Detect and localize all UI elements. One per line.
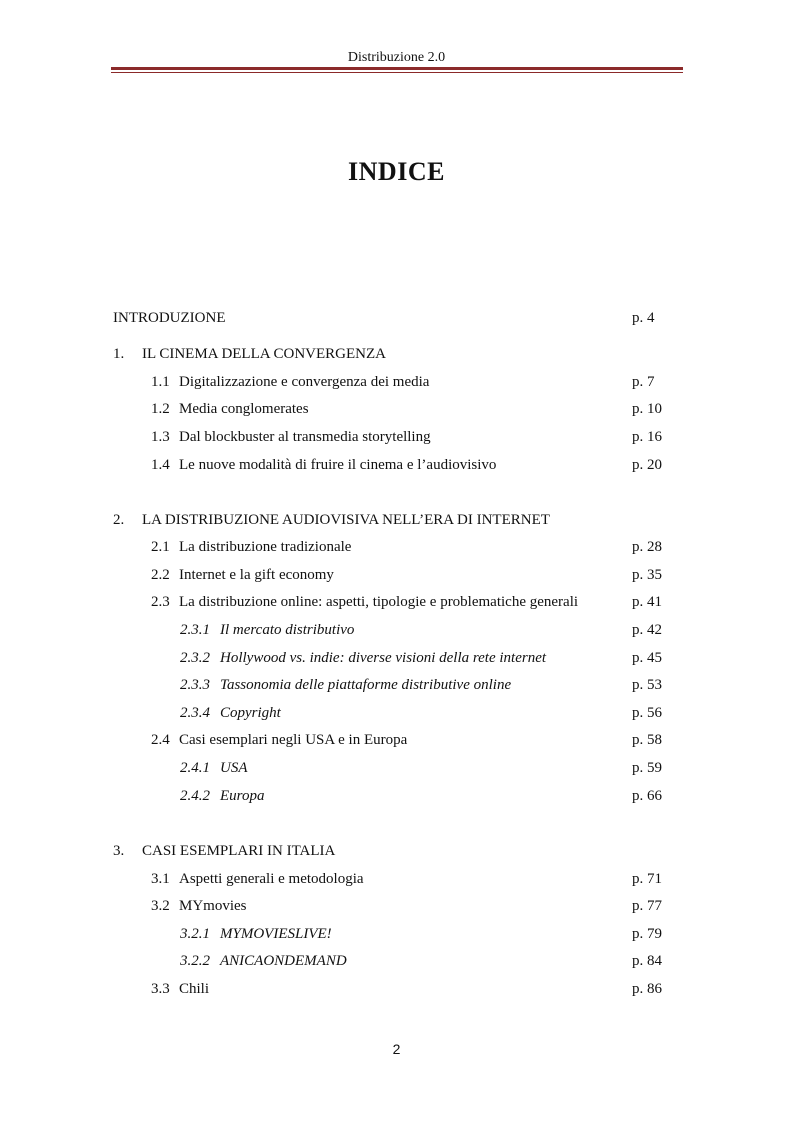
toc-entry-1-2 — [0, 398, 793, 420]
toc-entry-number: 3.2.2 — [180, 953, 210, 969]
toc-entry-page: p. 42 — [632, 622, 662, 638]
toc-entry-title: MYmovies — [179, 898, 247, 914]
toc-entry-2-4-1 — [0, 757, 793, 779]
toc-chapter-3 — [0, 840, 793, 862]
toc-entry-number: 1.2 — [151, 401, 170, 417]
toc-entry-title: Le nuove modalità di fruire il cinema e l’audiovisivo — [179, 457, 497, 473]
toc-entry-page: p. 10 — [632, 401, 662, 417]
toc-entry-1-3 — [0, 426, 793, 448]
toc-entry-title: INTRODUZIONE — [113, 310, 226, 326]
header-rule — [111, 67, 683, 70]
toc-entry-page: p. 56 — [632, 705, 662, 721]
toc-entry-page: p. 86 — [632, 981, 662, 997]
toc-chapter-number: 2. — [113, 512, 125, 528]
page-number: 2 — [392, 1041, 401, 1057]
toc-entry-2-3-3 — [0, 674, 793, 696]
toc-entry-page: p. 28 — [632, 539, 662, 555]
toc-entry-page: p. 35 — [632, 567, 662, 583]
toc-entry-page: p. 79 — [632, 926, 662, 942]
toc-chapter-title: CASI ESEMPLARI IN ITALIA — [142, 843, 336, 859]
toc-entry-2-3-1 — [0, 619, 793, 641]
toc-entry-3-2 — [0, 895, 793, 917]
toc-entry-number: 2.3.2 — [180, 650, 210, 666]
toc-entry-page: p. 66 — [632, 788, 662, 804]
toc-entry-title: La distribuzione online: aspetti, tipologie e problematiche generali — [179, 594, 579, 610]
toc-entry-page: p. 77 — [632, 898, 662, 914]
toc-entry-number: 1.1 — [151, 374, 170, 390]
toc-chapter-title: IL CINEMA DELLA CONVERGENZA — [142, 346, 387, 362]
toc-entry-title: Europa — [220, 788, 265, 804]
toc-entry-2-2 — [0, 564, 793, 586]
toc-entry-title: Casi esemplari negli USA e in Europa — [179, 732, 408, 748]
toc-entry-3-2-1 — [0, 923, 793, 945]
running-header: Distribuzione 2.0 — [347, 50, 446, 65]
toc-entry-page: p. 59 — [632, 760, 662, 776]
toc-entry-page: p. 58 — [632, 732, 662, 748]
toc-entry-title: USA — [220, 760, 248, 776]
toc-chapter-1 — [0, 343, 793, 365]
page-title: INDICE — [348, 157, 445, 186]
toc-entry-number: 2.4.1 — [180, 760, 210, 776]
toc-entry-number: 1.4 — [151, 457, 170, 473]
toc-entry-title: Tassonomia delle piattaforme distributive online — [220, 677, 512, 693]
toc-entry-page: p. 45 — [632, 650, 662, 666]
toc-entry-number: 2.4 — [151, 732, 170, 748]
toc-entry-title: Aspetti generali e metodologia — [179, 871, 364, 887]
toc-entry-3-3 — [0, 978, 793, 1000]
toc-entry-1-1 — [0, 371, 793, 393]
toc-entry-number: 2.4.2 — [180, 788, 210, 804]
toc-entry-number: 2.1 — [151, 539, 170, 555]
toc-entry-page: p. 7 — [632, 374, 655, 390]
toc-chapter-number: 3. — [113, 843, 125, 859]
toc-entry-number: 2.3.3 — [180, 677, 210, 693]
toc-chapter-title: LA DISTRIBUZIONE AUDIOVISIVA NELL’ERA DI INTERNET — [142, 512, 550, 528]
toc-entry-3-1 — [0, 868, 793, 890]
toc-entry-title: Hollywood vs. indie: diverse visioni della rete internet — [220, 650, 547, 666]
toc-entry-page: p. 4 — [632, 310, 655, 326]
toc-entry-page: p. 20 — [632, 457, 662, 473]
toc-entry-2-4-2 — [0, 785, 793, 807]
toc-entry-title: Dal blockbuster al transmedia storytelling — [179, 429, 431, 445]
toc-entry-page: p. 16 — [632, 429, 662, 445]
toc-entry-title: Chili — [179, 981, 210, 997]
toc-entry-title: ANICAONDEMAND — [220, 953, 347, 969]
toc-entry-number: 2.2 — [151, 567, 170, 583]
toc-entry-title: Il mercato distributivo — [220, 622, 355, 638]
toc-entry-title: Copyright — [220, 705, 281, 721]
toc-entry-title: Digitalizzazione e convergenza dei media — [179, 374, 430, 390]
toc-entry-2-3 — [0, 591, 793, 613]
toc-entry-title: Internet e la gift economy — [179, 567, 334, 583]
toc-entry-2-1 — [0, 536, 793, 558]
header-rule-thin — [111, 72, 683, 73]
toc-entry-number: 2.3 — [151, 594, 170, 610]
toc-entry-2-3-4 — [0, 702, 793, 724]
toc-entry-title: MYMOVIESLIVE! — [220, 926, 332, 942]
toc-chapter-number: 1. — [113, 346, 125, 362]
toc-entry-page: p. 41 — [632, 594, 662, 610]
toc-entry-3-2-2 — [0, 950, 793, 972]
toc-chapter-2 — [0, 509, 793, 531]
toc-entry-number: 3.1 — [151, 871, 170, 887]
toc-entry-introduzione — [0, 307, 793, 329]
toc-entry-2-4 — [0, 729, 793, 751]
toc-entry-number: 1.3 — [151, 429, 170, 445]
toc-entry-page: p. 53 — [632, 677, 662, 693]
toc-entry-2-3-2 — [0, 647, 793, 669]
toc-entry-number: 3.2 — [151, 898, 170, 914]
toc-entry-page: p. 71 — [632, 871, 662, 887]
toc-entry-title: La distribuzione tradizionale — [179, 539, 352, 555]
toc-entry-number: 2.3.4 — [180, 705, 210, 721]
toc-entry-number: 3.2.1 — [180, 926, 210, 942]
toc-entry-page: p. 84 — [632, 953, 662, 969]
toc-entry-title: Media conglomerates — [179, 401, 309, 417]
toc-entry-number: 3.3 — [151, 981, 170, 997]
toc-entry-1-4 — [0, 454, 793, 476]
toc-entry-number: 2.3.1 — [180, 622, 210, 638]
